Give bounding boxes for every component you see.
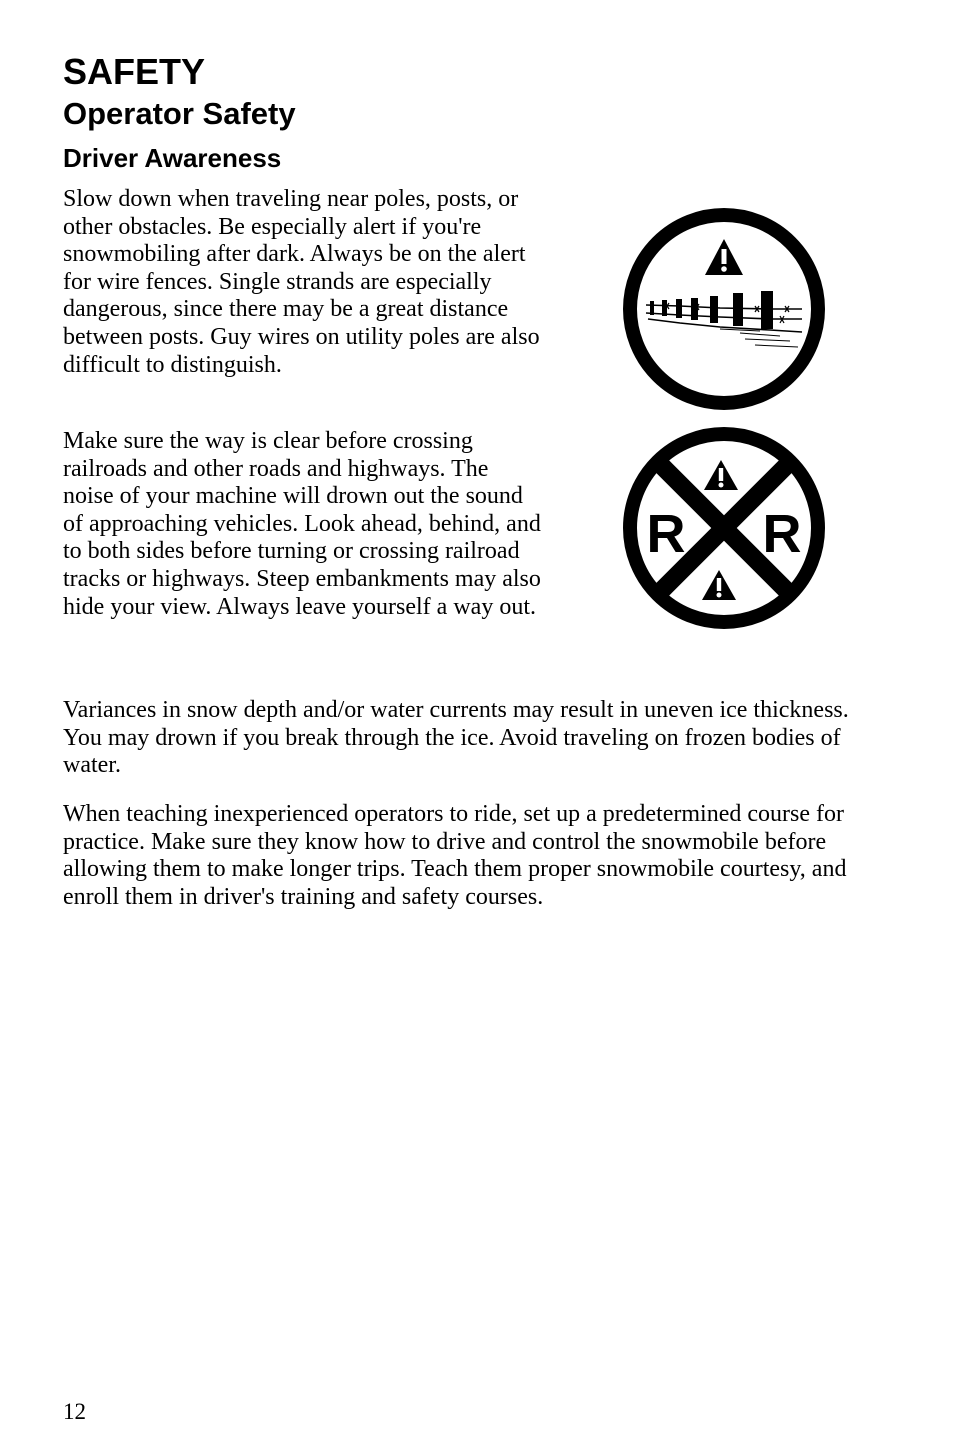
rr-letter-left: R [646,504,686,564]
section-title: SAFETY [63,51,206,92]
wire-fence-warning-icon [620,205,828,413]
railroad-crossing-warning-icon [620,424,828,632]
paragraph-ice: Variances in snow depth and/or water currents may result in uneven ice thickness. You may drown if you break through the ice. Avoid traveling on frozen bodies of water. [63,697,849,779]
rr-letter-right: R [762,504,802,564]
page-number: 12 [63,1399,86,1424]
topic-heading: Driver Awareness [63,143,282,173]
paragraph-crossings: Make sure the way is clear before crossing railroads and other roads and highways. The noise of your machine will drown out the sound of approaching vehicles. Look ahead, behind, and to both sides before turning or crossing railroad tracks or highways. Steep embankments may also hide your view. Always leave yourself a way out. [63,428,541,620]
subsection-title: Operator Safety [63,96,296,131]
paragraph-teaching: When teaching inexperienced operators to ride, set up a predetermined course for practice. Make sure they know how to drive and control the snowmobile before allowing them to make longer trips. Teach them proper snowmobile courtesy, and enroll them in driver's training and safety courses. [63,801,847,910]
paragraph-obstacles: Slow down when traveling near poles, posts, or other obstacles. Be especially alert if you're snowmobiling after dark. Always be on the alert for wire fences. Single strands are especially dangerous, since there may be a great distance between posts. Guy wires on utility poles are also difficult to distinguish. [63,186,540,378]
